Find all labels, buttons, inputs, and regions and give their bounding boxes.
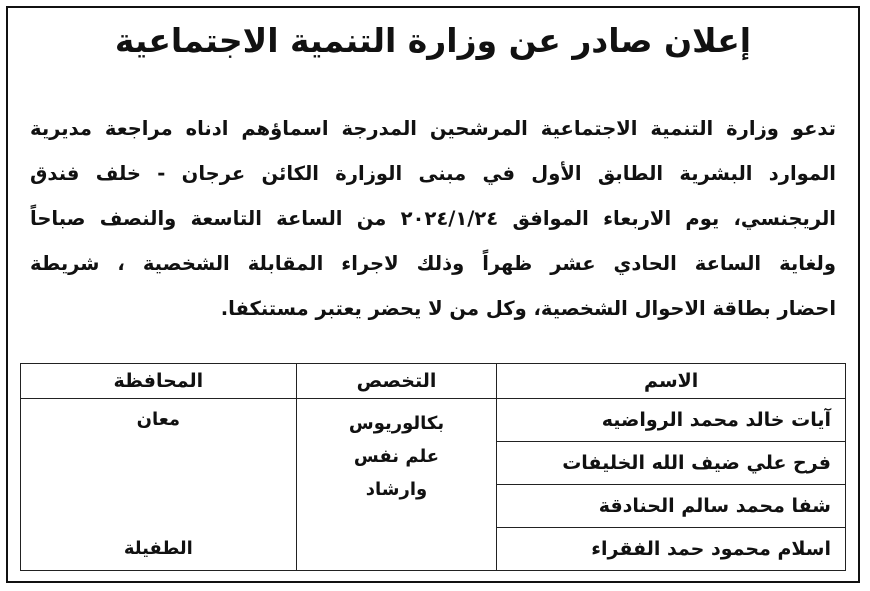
specialization-cell (296, 399, 497, 571)
specialization-line: وارشاد (365, 479, 428, 500)
governorate-cell: الطفيلة (21, 528, 297, 571)
table-header-row (21, 364, 846, 399)
header-governorate: المحافظة (21, 364, 297, 399)
candidate-name: اسلام محمود حمد الفقراء (497, 528, 846, 571)
notice-title: إعلان صادر عن وزارة التنمية الاجتماعية (114, 21, 752, 60)
candidate-name: شفا محمد سالم الحنادقة (497, 485, 846, 528)
specialization-line: بكالوريوس (348, 413, 445, 434)
candidate-name: فرح علي ضيف الله الخليفات (497, 442, 846, 485)
notice-body-line: تدعو وزارة التنمية الاجتماعية المرشحين المدرجة اسماؤهم ادناه مراجعة مديرية (30, 117, 836, 140)
notice-body (30, 106, 836, 331)
notice-body-line: الريجنسي، يوم الاربعاء الموافق ٢٠٢٤/١/٢٤ من الساعة التاسعة والنصف صباحاً (30, 207, 836, 230)
governorate-cell: معان (21, 399, 297, 528)
candidate-name: آيات خالد محمد الرواضيه (497, 399, 846, 442)
candidates-table (20, 363, 846, 571)
notice-body-line: ولغاية الساعة الحادي عشر ظهراً وذلك لاجراء المقابلة الشخصية ، شريطة (30, 252, 836, 275)
announcement-notice (6, 6, 860, 583)
table-row (21, 399, 846, 442)
notice-body-line: احضار بطاقة الاحوال الشخصية، وكل من لا يحضر يعتبر مستنكفا. (220, 297, 836, 320)
header-specialization: التخصص (296, 364, 497, 399)
notice-body-line: الموارد البشرية الطابق الأول في مبنى الوزارة الكائن عرجان - خلف فندق (30, 162, 836, 185)
header-name: الاسم (497, 364, 846, 399)
specialization-line: علم نفس (353, 446, 440, 467)
